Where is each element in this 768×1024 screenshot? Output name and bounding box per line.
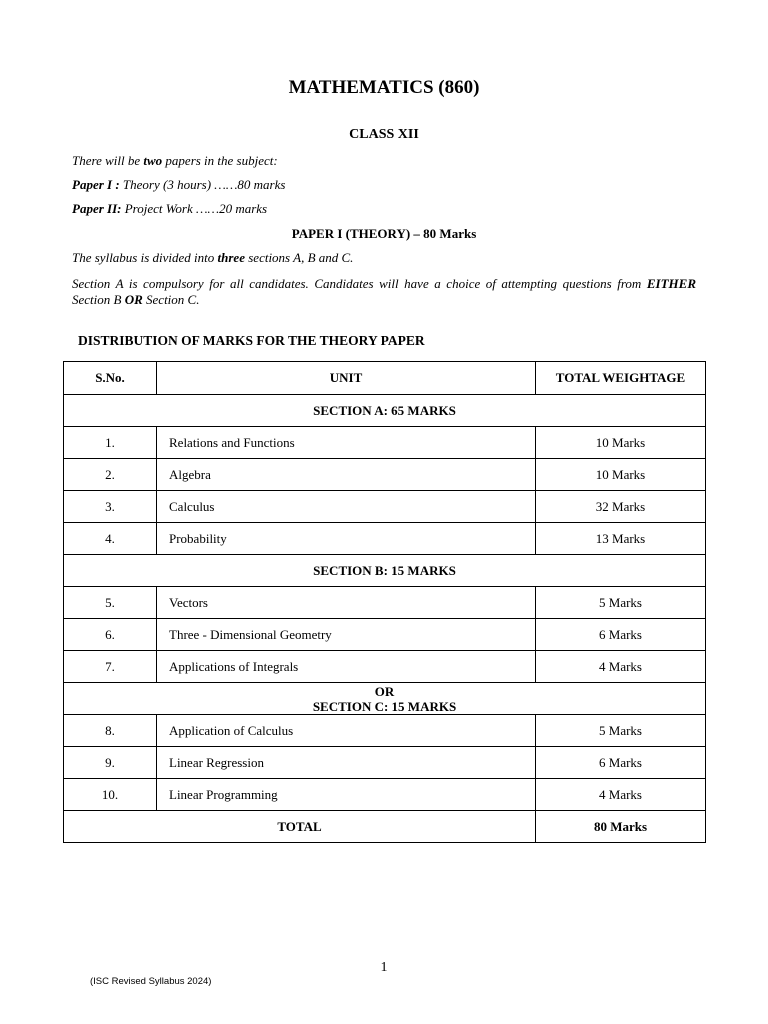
row-sno: 4.	[64, 523, 157, 555]
row-weight: 5 Marks	[536, 587, 706, 619]
row-weight: 10 Marks	[536, 459, 706, 491]
papers-intro-pre: There will be	[72, 153, 144, 168]
section-c-label: SECTION C: 15 MARKS	[312, 698, 457, 714]
or-label: OR	[374, 683, 395, 699]
syllabus-bold: three	[217, 250, 245, 265]
syllabus-line	[72, 250, 696, 266]
row-weight: 5 Marks	[536, 715, 706, 747]
row-unit: Three - Dimensional Geometry	[157, 619, 536, 651]
paper-2-label: Paper II:	[72, 201, 122, 216]
row-unit: Applications of Integrals	[157, 651, 536, 683]
section-note-text-2: Section B	[72, 292, 125, 307]
row-weight: 13 Marks	[536, 523, 706, 555]
page-number: 1	[380, 960, 388, 975]
table-row	[64, 427, 706, 459]
section-note-either: EITHER	[646, 276, 696, 291]
row-sno: 2.	[64, 459, 157, 491]
paper-2-text: Project Work ……20 marks	[121, 201, 268, 216]
row-unit: Linear Programming	[157, 779, 536, 811]
syllabus-post: sections A, B and C.	[244, 250, 354, 265]
total-row	[64, 811, 706, 843]
table-row	[64, 619, 706, 651]
row-weight: 6 Marks	[536, 619, 706, 651]
row-sno: 6.	[64, 619, 157, 651]
row-weight: 32 Marks	[536, 491, 706, 523]
total-label: TOTAL	[64, 811, 536, 843]
paper-1-line	[72, 177, 696, 193]
section-note	[72, 276, 696, 308]
header-sno: S.No.	[64, 362, 157, 395]
section-a-label: SECTION A: 65 MARKS	[64, 395, 706, 427]
paper-1-text: Theory (3 hours) ……80 marks	[119, 177, 286, 192]
row-unit: Linear Regression	[157, 747, 536, 779]
syllabus-pre: The syllabus is divided into	[72, 250, 218, 265]
footer-note: (ISC Revised Syllabus 2024)	[90, 976, 212, 987]
table-header-row	[64, 362, 706, 395]
row-sno: 8.	[64, 715, 157, 747]
row-weight: 6 Marks	[536, 747, 706, 779]
row-sno: 10.	[64, 779, 157, 811]
row-unit: Relations and Functions	[157, 427, 536, 459]
table-row	[64, 459, 706, 491]
header-unit: UNIT	[157, 362, 536, 395]
table-row	[64, 491, 706, 523]
papers-intro	[72, 153, 696, 169]
table-row	[64, 523, 706, 555]
document-title: MATHEMATICS (860)	[288, 77, 480, 98]
row-unit: Probability	[157, 523, 536, 555]
row-sno: 7.	[64, 651, 157, 683]
total-value: 80 Marks	[536, 811, 706, 843]
section-a-row	[64, 395, 706, 427]
section-c-cell	[64, 683, 706, 715]
row-unit: Vectors	[157, 587, 536, 619]
row-unit: Algebra	[157, 459, 536, 491]
section-note-or: OR	[124, 292, 143, 307]
section-b-label: SECTION B: 15 MARKS	[64, 555, 706, 587]
table-row	[64, 747, 706, 779]
paper-2-line	[72, 201, 696, 217]
row-sno: 1.	[64, 427, 157, 459]
section-note-text-3: Section C.	[142, 292, 200, 307]
row-sno: 5.	[64, 587, 157, 619]
row-sno: 3.	[64, 491, 157, 523]
row-weight: 10 Marks	[536, 427, 706, 459]
row-sno: 9.	[64, 747, 157, 779]
section-b-row	[64, 555, 706, 587]
table-row	[64, 587, 706, 619]
class-heading: CLASS XII	[349, 127, 419, 142]
papers-intro-bold: two	[143, 153, 163, 168]
header-weightage: TOTAL WEIGHTAGE	[536, 362, 706, 395]
distribution-heading: DISTRIBUTION OF MARKS FOR THE THEORY PAPER	[78, 333, 425, 348]
row-unit: Application of Calculus	[157, 715, 536, 747]
table-row	[64, 651, 706, 683]
row-unit: Calculus	[157, 491, 536, 523]
section-c-row	[64, 683, 706, 715]
paper-heading: PAPER I (THEORY) – 80 Marks	[291, 226, 477, 241]
section-note-text-1: Section A is compulsory for all candidates. Candidates will have a choice of attempting questions from	[72, 276, 647, 291]
table-row	[64, 779, 706, 811]
papers-intro-post: papers in the subject:	[162, 153, 278, 168]
row-weight: 4 Marks	[536, 651, 706, 683]
table-row	[64, 715, 706, 747]
paper-1-label: Paper I :	[72, 177, 120, 192]
marks-table	[63, 361, 706, 843]
row-weight: 4 Marks	[536, 779, 706, 811]
